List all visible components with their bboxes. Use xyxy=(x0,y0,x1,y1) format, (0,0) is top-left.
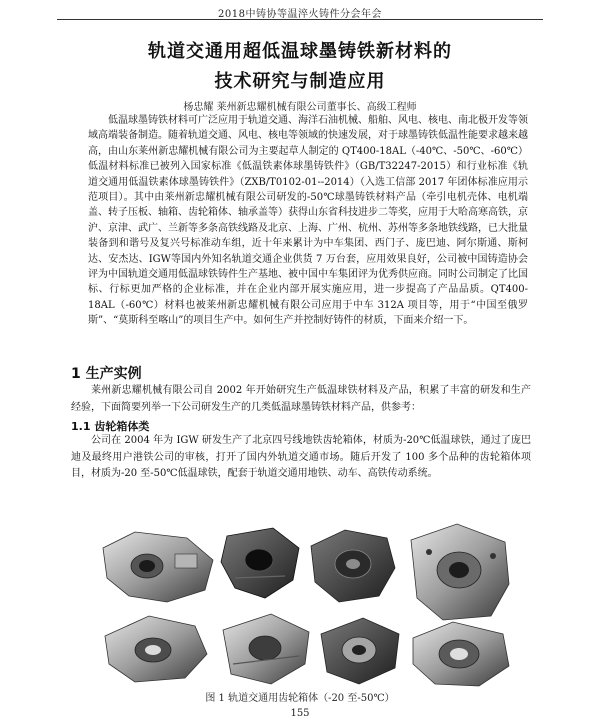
gearbox-casting-4 xyxy=(411,524,509,620)
author-line: 杨忠耀 莱州新忠耀机械有限公司董事长、高级工程师 xyxy=(183,102,417,113)
article-title-line1: 轨道交通用超低温球墨铸铁新材料的 xyxy=(148,41,452,62)
gearbox-casting-6 xyxy=(223,614,309,684)
gearbox-casting-3 xyxy=(311,530,395,602)
subsection-1-1-paragraph: 公司在 2004 年为 IGW 研发生产了北京四号线地铁齿轮箱体，材质为-20℃低温球铁，通过了庞巴迪及最终用户港铁公司的审核，打开了国内外轨道交通市场。随后开发了 100 多个品种的齿轮箱体项目，材质为-20 至-50℃低温球铁，配套于轨道交通用地铁、动车、高铁传动系统。 xyxy=(71,435,531,479)
section-1-paragraph: 莱州新忠耀机械有限公司自 2002 年开始研究生产低温球铁材料及产品，积累了丰富的研发和生产经验，下面简要列举一下公司研发生产的几类低温球墨铸铁材料产品，供参考： xyxy=(71,385,531,413)
gearbox-casting-7 xyxy=(321,618,399,684)
running-header: 2018中铸协等温淬火铸件分会年会 xyxy=(218,9,382,20)
article-title-line2: 技术研究与制造应用 xyxy=(214,71,386,92)
page-number: 155 xyxy=(290,708,310,719)
header-rule xyxy=(57,19,543,20)
section-heading-1: 1 生产实例 xyxy=(71,366,142,382)
abstract-paragraph: 低温球墨铸铁材料可广泛应用于轨道交通、海洋石油机械、船舶、风电、核电、南北极开发等领域高端装备制造。随着轨道交通、风电、核电等领域的快速发展，对于球墨铸铁低温性能要求越来越高，由山东莱州新忠耀机械有限公司为主要起草人制定的 QT400-18AL（-40℃、-50℃、-60℃）低温材料标准已被列入国家标准《低温铁素体球墨铸铁件》（GB/T32247-2015）和行业标准《轨道交通用低温铁素体球墨铸铁件》（ZXB/T0102-01--2014）（入选工信部 2017 年团体标准应用示范项目）。其中由莱州新忠耀机械有限公司研发的-50℃球墨铸铁材料产品（牵引电机壳体、电机端盖、转子压板、轴箱、齿轮箱体、轴承盖等）获得山东省科技进步二等奖，应用于大哈高寒高铁，京沪、京津、武广、兰新等多条高铁线路及北京、上海、广州、杭州、苏州等多条地铁线路，已大批量装备到和谐号及复兴号标准动车组，近十年来累计为中车集团、西门子、庞巴迪、阿尔斯通、斯柯达、安杰达、IGW等国内外知名轨道交通企业供货 7 万台套，应用效果良好，公司被中国铸造协会评为中国轨道交通用低温球铁铸件生产基地、被中国中车集团评为优秀供应商。同时公司制定了比国标、行标更加严格的企业标准，并在企业内部开展实施应用，进一步提高了产品品质。QT400-18AL（-60℃）材料也被莱州新忠耀机械有限公司应用于中车 312A 项目等，用于“中国至俄罗斯”、“莫斯科至喀山”的项目生产中。如何生产并控制好铸件的材质，下面来介绍一下。 xyxy=(88,115,528,327)
gearbox-casting-2 xyxy=(221,528,299,598)
subsection-heading-1-1: 1.1 齿轮箱体类 xyxy=(71,420,150,433)
figure-caption: 图 1 轨道交通用齿轮箱体（-20 至-50℃） xyxy=(205,693,395,704)
gearbox-casting-8 xyxy=(413,622,509,686)
figure-1-gearbox-castings xyxy=(95,518,515,688)
gearbox-casting-5 xyxy=(105,616,207,682)
gearbox-casting-1 xyxy=(103,532,213,602)
